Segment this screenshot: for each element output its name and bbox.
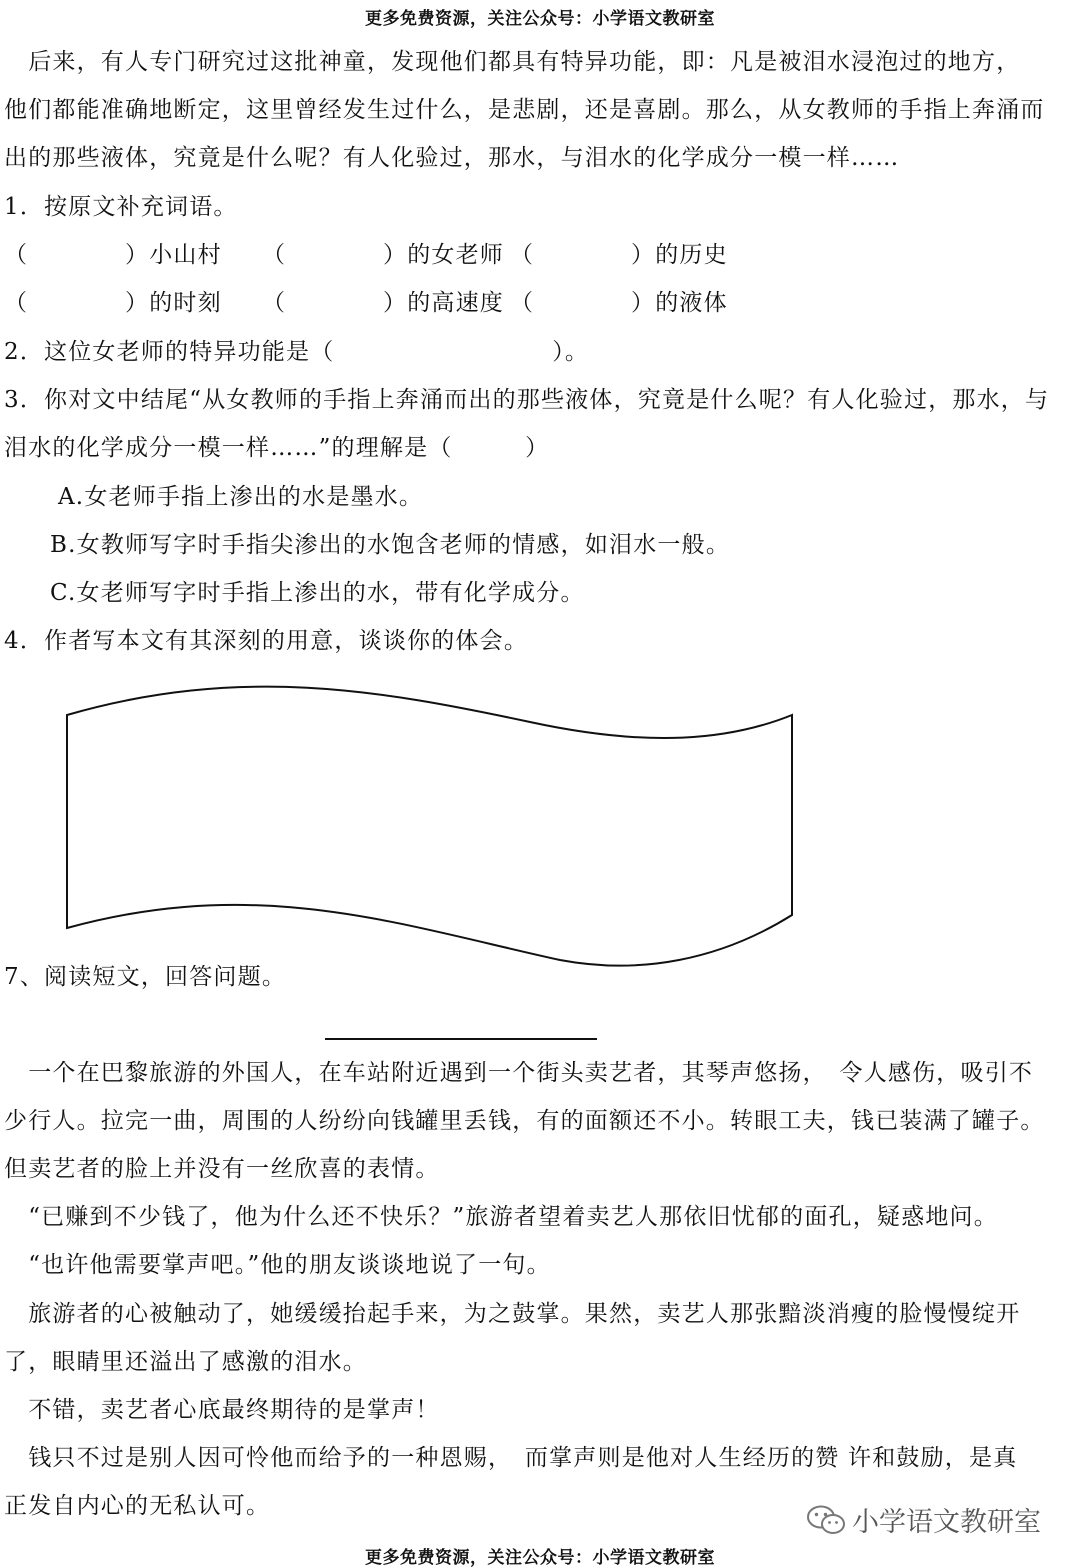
watermark-text: 小学语文教研室 bbox=[852, 1507, 1041, 1538]
page-footer: 更多免费资源，关注公众号：小学语文教研室 bbox=[365, 1548, 715, 1568]
question-3-line-1: 3．你对文中结尾“从女教师的手指上奔涌而出的那些液体，究竟是什么呢？有人化验过，那水，与 bbox=[4, 387, 1050, 413]
passage1-line-1: 后来，有人专门研究过这批神童，发现他们都具有特异功能，即：凡是被泪水浸泡过的地方， bbox=[4, 49, 1021, 75]
passage2-line-1: 一个在巴黎旅游的外国人，在车站附近遇到一个街头卖艺者，其琴声悠扬， 令人感伤，吸引不 bbox=[4, 1060, 1034, 1086]
passage2-line-6: 旅游者的心被触动了，她缓缓抬起手来，为之鼓掌。果然，卖艺人那张黯淡消瘦的脸慢慢绽开 bbox=[4, 1301, 1021, 1327]
q3-option-b: B.女教师写字时手指尖渗出的水饱含老师的情感，如泪水一般。 bbox=[50, 532, 731, 558]
passage2-line-10: 正发自内心的无私认可。 bbox=[4, 1493, 271, 1519]
passage2-line-7: 了，眼睛里还溢出了感激的泪水。 bbox=[4, 1349, 367, 1375]
watermark bbox=[806, 1500, 1041, 1539]
q1-blank-4: （ ）的时刻 bbox=[4, 290, 222, 316]
q1-blank-1: （ ）小山村 bbox=[4, 242, 222, 268]
q3-option-c: C.女老师写字时手指上渗出的水，带有化学成分。 bbox=[50, 580, 585, 606]
q3-option-a: A.女老师手指上渗出的水是墨水。 bbox=[58, 484, 424, 510]
passage2-line-4: “已赚到不少钱了，他为什么还不快乐？”旅游者望着卖艺人那依旧忧郁的面孔，疑惑地问。 bbox=[4, 1204, 998, 1230]
passage2-line-3: 但卖艺者的脸上并没有一丝欣喜的表情。 bbox=[4, 1156, 440, 1182]
passage1-line-3: 出的那些液体，究竟是什么呢？有人化验过，那水，与泪水的化学成分一模一样…… bbox=[4, 145, 900, 171]
question-4: 4．作者写本文有其深刻的用意，谈谈你的体会。 bbox=[4, 628, 529, 654]
q1-blank-6: （ ）的液体 bbox=[510, 290, 728, 316]
q1-blank-3: （ ）的历史 bbox=[510, 242, 728, 268]
passage2-line-5: “也许他需要掌声吧。”他的朋友谈谈地说了一句。 bbox=[4, 1252, 551, 1278]
q1-blank-5: （ ）的高速度 bbox=[262, 290, 504, 316]
passage1-line-2: 他们都能准确地断定，这里曾经发生过什么，是悲剧，还是喜剧。那么，从女教师的手指上奔涌而 bbox=[4, 97, 1045, 123]
passage2-line-9: 钱只不过是别人因可怜他而给予的一种恩赐， 而掌声则是他对人生经历的赞 许和鼓励，是真 bbox=[4, 1445, 1018, 1471]
question-1-title: 1．按原文补充词语。 bbox=[4, 194, 238, 220]
answer-banner-box bbox=[0, 670, 820, 980]
wechat-icon bbox=[806, 1504, 846, 1536]
passage2-line-2: 少行人。拉完一曲，周围的人纷纷向钱罐里丢钱，有的面额还不小。转眼工夫，钱已装满了罐子。 bbox=[4, 1108, 1045, 1134]
page-header: 更多免费资源，关注公众号：小学语文教研室 bbox=[365, 9, 715, 29]
title-blank-line bbox=[325, 1038, 597, 1040]
question-2: 2．这位女老师的特异功能是（ ）。 bbox=[4, 339, 590, 365]
question-3-line-2: 泪水的化学成分一模一样……”的理解是（ ） bbox=[4, 435, 550, 461]
question-7: 7、阅读短文，回答问题。 bbox=[4, 964, 287, 990]
passage2-line-8: 不错，卖艺者心底最终期待的是掌声！ bbox=[4, 1397, 440, 1423]
q1-blank-2: （ ）的女老师 bbox=[262, 242, 504, 268]
